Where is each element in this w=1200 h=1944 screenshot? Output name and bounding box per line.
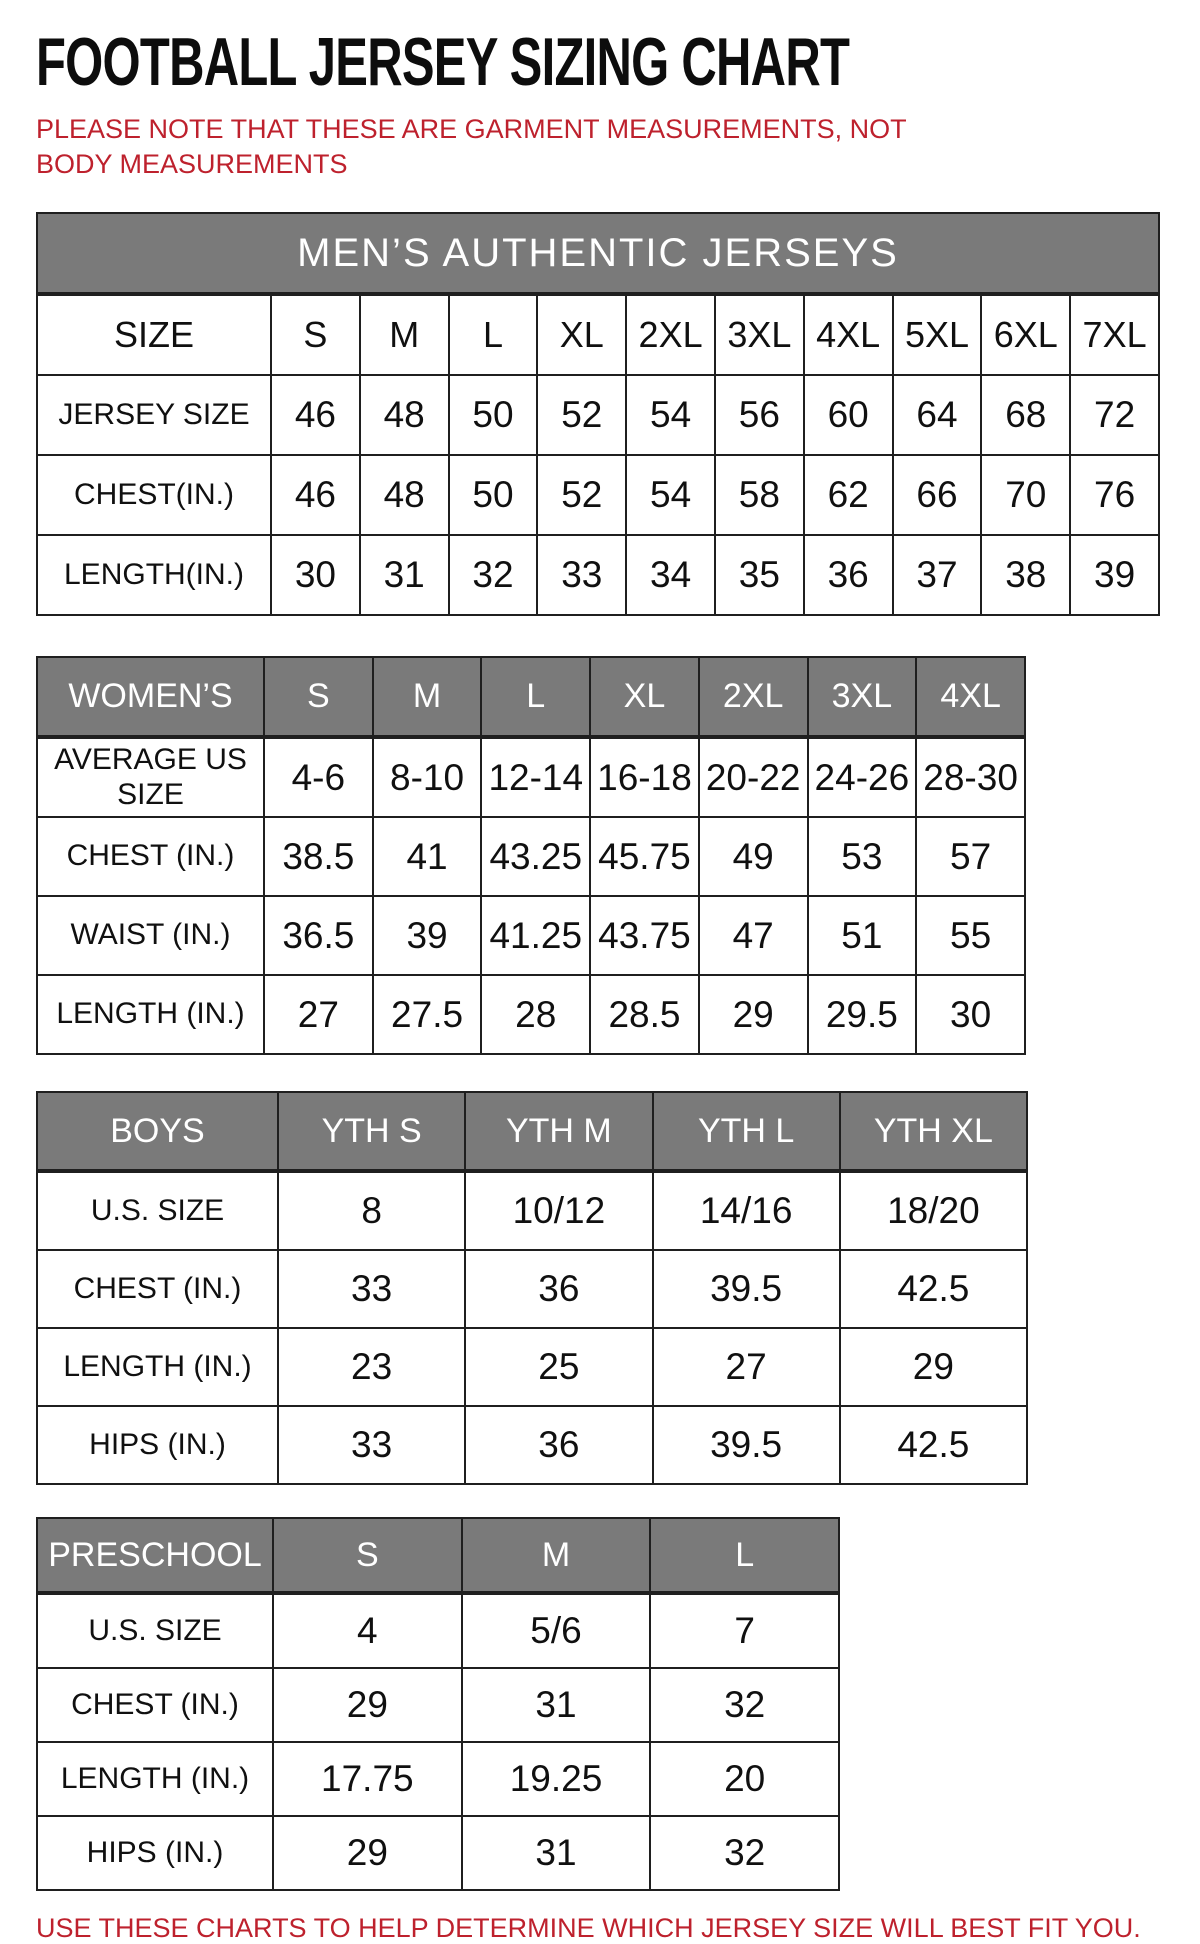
mens-authentic-jerseys-table-header-3: L (449, 294, 538, 375)
size-value: 20 (650, 1742, 839, 1816)
womens-sizing-table-row-0 (37, 737, 1025, 817)
size-value: 29.5 (808, 975, 917, 1054)
mens-authentic-jerseys-table-header-5: 2XL (626, 294, 715, 375)
size-value: 27 (653, 1328, 840, 1406)
size-value: 58 (715, 455, 804, 535)
boys-sizing-table-header-4: YTH XL (840, 1092, 1027, 1171)
size-value: 42.5 (840, 1406, 1027, 1484)
size-value: 28-30 (916, 737, 1025, 817)
boys-sizing-table-row-3 (37, 1406, 1027, 1484)
garment-measurement-note: PLEASE NOTE THAT THESE ARE GARMENT MEASUREMENTS, NOT BODY MEASUREMENTS (36, 114, 907, 180)
size-value: 36 (804, 535, 893, 615)
size-value: 60 (804, 375, 893, 455)
womens-sizing-table-row-1 (37, 817, 1025, 896)
size-value: 47 (699, 896, 808, 975)
boys-sizing-table-header-0: BOYS (37, 1092, 278, 1171)
size-value: 30 (916, 975, 1025, 1054)
boys-sizing-table-row-2 (37, 1328, 1027, 1406)
boys-sizing-table-row-0 (37, 1171, 1027, 1250)
row-label: CHEST (IN.) (37, 1668, 273, 1742)
size-value: 16-18 (590, 737, 699, 817)
row-label: AVERAGE US SIZE (37, 737, 264, 817)
size-value: 25 (465, 1328, 652, 1406)
row-label: JERSEY SIZE (37, 375, 271, 455)
size-value: 46 (271, 375, 360, 455)
mens-authentic-jerseys-table-header-0: SIZE (37, 294, 271, 375)
preschool-sizing-table-header-1: S (273, 1518, 462, 1593)
womens-sizing-table-row-3 (37, 975, 1025, 1054)
size-value: 32 (650, 1816, 839, 1890)
size-value: 46 (271, 455, 360, 535)
mens-authentic-jerseys-table-banner: MEN’S AUTHENTIC JERSEYS (37, 213, 1159, 294)
size-value: 54 (626, 455, 715, 535)
size-value: 36 (465, 1250, 652, 1328)
mens-authentic-jerseys-table-header-8: 5XL (893, 294, 982, 375)
row-label: CHEST (IN.) (37, 1250, 278, 1328)
mens-authentic-jerseys-table-header-1: S (271, 294, 360, 375)
size-value: 53 (808, 817, 917, 896)
size-value: 33 (278, 1250, 465, 1328)
size-value: 4 (273, 1593, 462, 1668)
size-value: 29 (840, 1328, 1027, 1406)
row-label: CHEST (IN.) (37, 817, 264, 896)
row-label: HIPS (IN.) (37, 1816, 273, 1890)
page-title: FOOTBALL JERSEY SIZING CHART (36, 24, 850, 100)
boys-sizing-table-header-2: YTH M (465, 1092, 652, 1171)
size-value: 10/12 (465, 1171, 652, 1250)
row-label: LENGTH (IN.) (37, 1328, 278, 1406)
size-value: 5/6 (462, 1593, 651, 1668)
boys-sizing-table-header-3: YTH L (653, 1092, 840, 1171)
preschool-sizing-table-header-2: M (462, 1518, 651, 1593)
size-value: 39 (373, 896, 482, 975)
size-value: 45.75 (590, 817, 699, 896)
size-value: 39.5 (653, 1406, 840, 1484)
size-value: 48 (360, 455, 449, 535)
womens-sizing-table-row-2 (37, 896, 1025, 975)
size-value: 54 (626, 375, 715, 455)
size-value: 27 (264, 975, 373, 1054)
size-value: 36.5 (264, 896, 373, 975)
size-value: 7 (650, 1593, 839, 1668)
size-value: 24-26 (808, 737, 917, 817)
preschool-sizing-table-row-0 (37, 1593, 839, 1668)
mens-authentic-jerseys-table-header-4: XL (537, 294, 626, 375)
size-value: 34 (626, 535, 715, 615)
size-value: 31 (360, 535, 449, 615)
preschool-sizing-table-row-2 (37, 1742, 839, 1816)
size-value: 8-10 (373, 737, 482, 817)
size-value: 8 (278, 1171, 465, 1250)
mens-authentic-jerseys-table-header-row (37, 294, 1159, 375)
womens-sizing-table (36, 656, 1026, 1055)
womens-sizing-table-header-0: WOMEN’S (37, 657, 264, 737)
size-value: 4-6 (264, 737, 373, 817)
size-value: 50 (449, 375, 538, 455)
size-value: 31 (462, 1816, 651, 1890)
size-value: 32 (449, 535, 538, 615)
boys-sizing-table-row-1 (37, 1250, 1027, 1328)
size-value: 76 (1070, 455, 1159, 535)
size-value: 52 (537, 375, 626, 455)
womens-sizing-table-header-1: S (264, 657, 373, 737)
size-value: 28 (481, 975, 590, 1054)
womens-sizing-table-header-7: 4XL (916, 657, 1025, 737)
size-value: 37 (893, 535, 982, 615)
size-value: 33 (278, 1406, 465, 1484)
size-value: 29 (699, 975, 808, 1054)
mens-authentic-jerseys-table-header-2: M (360, 294, 449, 375)
womens-sizing-table-header-2: M (373, 657, 482, 737)
size-value: 41.25 (481, 896, 590, 975)
footer-fit-note: USE THESE CHARTS TO HELP DETERMINE WHICH JERSEY SIZE WILL BEST FIT YOU. (36, 1913, 1141, 1944)
size-value: 38 (981, 535, 1070, 615)
mens-authentic-jerseys-table-header-6: 3XL (715, 294, 804, 375)
preschool-sizing-table-header-row (37, 1518, 839, 1593)
mens-authentic-jerseys-table-row-1 (37, 455, 1159, 535)
size-value: 50 (449, 455, 538, 535)
preschool-sizing-table-row-3 (37, 1816, 839, 1890)
size-value: 66 (893, 455, 982, 535)
size-value: 51 (808, 896, 917, 975)
size-value: 55 (916, 896, 1025, 975)
womens-sizing-table-header-3: L (481, 657, 590, 737)
size-value: 32 (650, 1668, 839, 1742)
row-label: LENGTH (IN.) (37, 1742, 273, 1816)
womens-sizing-table-header-4: XL (590, 657, 699, 737)
womens-sizing-table-header-6: 3XL (808, 657, 917, 737)
size-value: 52 (537, 455, 626, 535)
size-value: 35 (715, 535, 804, 615)
size-value: 43.25 (481, 817, 590, 896)
size-value: 57 (916, 817, 1025, 896)
size-value: 29 (273, 1668, 462, 1742)
row-label: HIPS (IN.) (37, 1406, 278, 1484)
size-value: 31 (462, 1668, 651, 1742)
size-value: 62 (804, 455, 893, 535)
size-value: 17.75 (273, 1742, 462, 1816)
size-value: 33 (537, 535, 626, 615)
mens-authentic-jerseys-table-row-0 (37, 375, 1159, 455)
preschool-sizing-table-row-1 (37, 1668, 839, 1742)
size-value: 72 (1070, 375, 1159, 455)
size-value: 64 (893, 375, 982, 455)
size-value: 41 (373, 817, 482, 896)
womens-sizing-table-header-row (37, 657, 1025, 737)
mens-authentic-jerseys-table (36, 212, 1160, 616)
preschool-sizing-table (36, 1517, 840, 1891)
size-value: 49 (699, 817, 808, 896)
size-value: 20-22 (699, 737, 808, 817)
size-value: 29 (273, 1816, 462, 1890)
mens-authentic-jerseys-table-header-7: 4XL (804, 294, 893, 375)
size-value: 12-14 (481, 737, 590, 817)
size-value: 70 (981, 455, 1070, 535)
boys-sizing-table-header-row (37, 1092, 1027, 1171)
size-value: 43.75 (590, 896, 699, 975)
row-label: U.S. SIZE (37, 1593, 273, 1668)
row-label: CHEST(IN.) (37, 455, 271, 535)
boys-sizing-table-header-1: YTH S (278, 1092, 465, 1171)
size-value: 48 (360, 375, 449, 455)
size-value: 39.5 (653, 1250, 840, 1328)
size-value: 36 (465, 1406, 652, 1484)
size-value: 38.5 (264, 817, 373, 896)
mens-authentic-jerseys-table-header-10: 7XL (1070, 294, 1159, 375)
size-value: 27.5 (373, 975, 482, 1054)
size-value: 28.5 (590, 975, 699, 1054)
size-value: 19.25 (462, 1742, 651, 1816)
mens-authentic-jerseys-table-row-2 (37, 535, 1159, 615)
size-value: 14/16 (653, 1171, 840, 1250)
preschool-sizing-table-header-0: PRESCHOOL (37, 1518, 273, 1593)
womens-sizing-table-header-5: 2XL (699, 657, 808, 737)
row-label: WAIST (IN.) (37, 896, 264, 975)
size-value: 30 (271, 535, 360, 615)
row-label: U.S. SIZE (37, 1171, 278, 1250)
size-value: 42.5 (840, 1250, 1027, 1328)
preschool-sizing-table-header-3: L (650, 1518, 839, 1593)
size-value: 23 (278, 1328, 465, 1406)
size-value: 56 (715, 375, 804, 455)
size-value: 68 (981, 375, 1070, 455)
size-value: 39 (1070, 535, 1159, 615)
mens-authentic-jerseys-table-header-9: 6XL (981, 294, 1070, 375)
size-value: 18/20 (840, 1171, 1027, 1250)
row-label: LENGTH(IN.) (37, 535, 271, 615)
row-label: LENGTH (IN.) (37, 975, 264, 1054)
boys-sizing-table (36, 1091, 1028, 1485)
